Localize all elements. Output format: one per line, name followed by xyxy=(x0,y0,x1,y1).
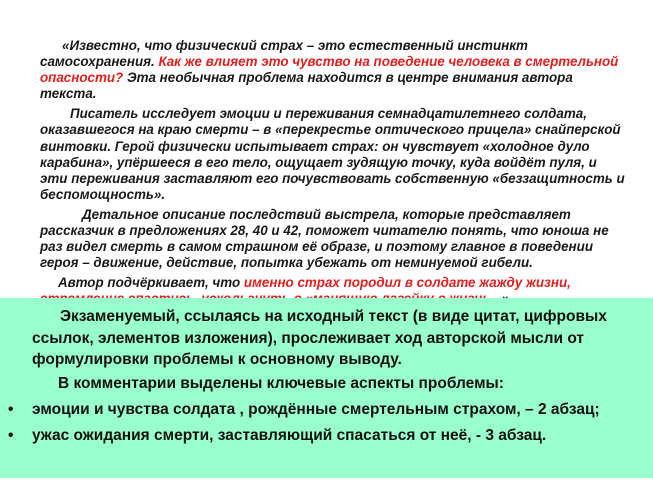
essay-p2-text: Писатель исследует эмоции и переживания семнадцатилетнего солдата, оказавшегося на краю смерти – в «перекрестье оптического прицела» снайперской винтовки. Герой физически испытывает страх: он чувствует «холодное дуло карабина», упёршееся в его тело, ощущает зудящую точку, куда войдёт пуля, и эти переживания заставляют его почувствовать собственную «беззащитность и беспомощность». xyxy=(40,106,625,202)
commentary-bullet-list xyxy=(8,399,648,446)
essay-p4-highlight: именно страх породил в солдате жажду жизни, xyxy=(243,275,571,291)
commentary-bullet-1-text: эмоции и чувства солдата , рождённые смертельным страхом, – 2 абзац; xyxy=(32,401,600,418)
commentary-bullet-2-text: ужас ожидания смерти, заставляющий спасаться от неё, - 3 абзац. xyxy=(32,426,547,444)
commentary-bullet-1 xyxy=(8,399,648,421)
essay-p1-question: Как же влияет это чувство на поведение человека в смертельной опасности? xyxy=(40,54,619,86)
essay-p3-text: Детальное описание последствий выстрела, которые представляет рассказчик в предложениях 28, 40 и 42, поможет читателю понять, что юноша не раз видел смерть в самом страшном её образе, и поэтому главное в поведении героя – движение, действие, попытка убежать от неминуемой гибели. xyxy=(40,206,609,271)
essay-paragraph-3 xyxy=(40,207,625,271)
essay-excerpt xyxy=(40,38,625,312)
commentary-text xyxy=(8,306,648,450)
essay-paragraph-1 xyxy=(40,38,625,102)
commentary-box xyxy=(0,298,653,478)
commentary-bullet-2 xyxy=(8,425,648,447)
bullet-marker: • xyxy=(8,426,14,444)
essay-p1-conclusion: Эта необычная проблема находится в центре внимания автора текста. xyxy=(40,70,573,102)
essay-p1-intro: «Известно, что физический страх – это естественный инстинкт самосохранения. xyxy=(40,38,528,70)
essay-p4-intro: Автор подчёркивает, что xyxy=(58,275,244,291)
commentary-paragraph-1: Экзаменуемый, ссылаясь на исходный текст (в виде цитат, цифровых ссылок, элементов изложения), прослеживает ход авторской мысли от формулировки проблемы к основному выводу. xyxy=(32,308,607,368)
bullet-marker: • xyxy=(8,401,14,418)
essay-paragraph-2 xyxy=(40,106,625,203)
commentary-paragraph-2: В комментарии выделены ключевые аспекты проблемы: xyxy=(58,374,504,392)
